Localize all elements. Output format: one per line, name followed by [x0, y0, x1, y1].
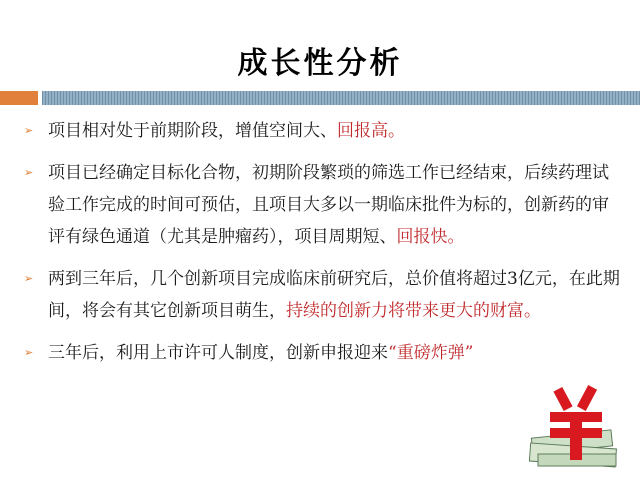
title-rule	[42, 91, 640, 105]
money-yuan-icon	[528, 384, 620, 470]
bullet-text: 项目已经确定目标化合物，初期阶段繁琐的筛选工作已经结束，后续药理试验工作完成的时间可预估，且项目大多以一期临床批件为标的，创新药的审评有绿色通道（尤其是肿瘤药），项目周期短、	[48, 163, 609, 247]
arrow-bullet-icon: ➢	[24, 124, 34, 137]
highlight-text: “重磅炸弹”	[388, 343, 474, 363]
bullet-item	[22, 263, 620, 327]
bullet-text: 三年后，利用上市许可人制度，创新申报迎来	[48, 343, 388, 363]
highlight-text: 持续的创新力将带来更大的财富。	[286, 301, 541, 321]
highlight-text: 回报高。	[337, 121, 405, 141]
title-rule-accent	[0, 91, 38, 105]
bullet-list	[22, 115, 620, 379]
arrow-bullet-icon: ➢	[24, 346, 34, 359]
bullet-item	[22, 157, 620, 253]
bullet-item	[22, 337, 620, 369]
bullet-text: 项目相对处于前期阶段，增值空间大、	[48, 121, 337, 141]
arrow-bullet-icon: ➢	[24, 166, 34, 179]
highlight-text: 回报快。	[396, 227, 465, 247]
bullet-text: 两到三年后，几个创新项目完成临床前研究后，总价值将超过3亿元，在此期间，将会有其它创新项目萌生，	[48, 269, 620, 321]
bullet-item	[22, 115, 620, 147]
arrow-bullet-icon: ➢	[24, 272, 34, 285]
page-title: 成长性分析	[237, 46, 403, 81]
